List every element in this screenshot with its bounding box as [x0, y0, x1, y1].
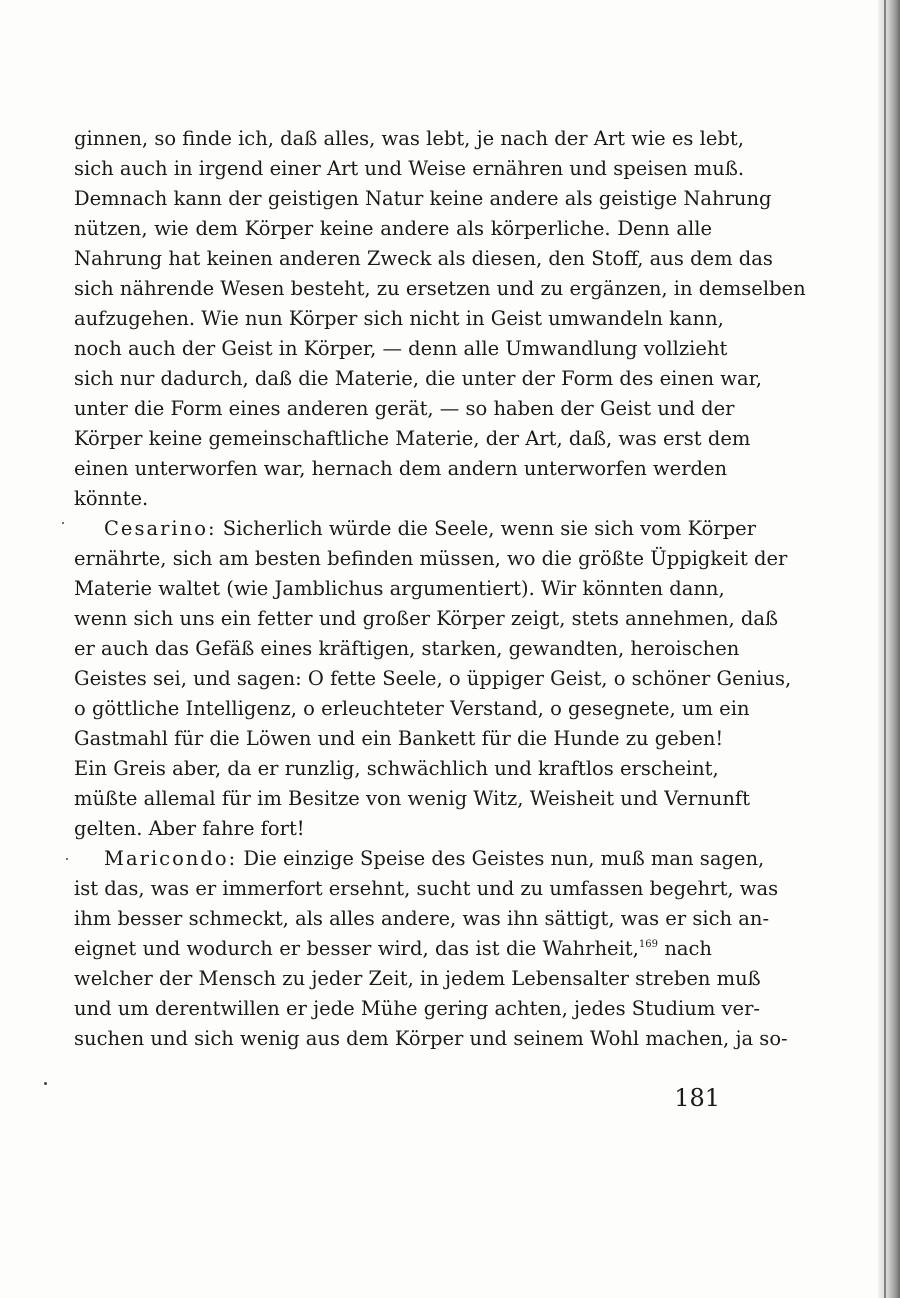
text-line: sich nährende Wesen besteht, zu ersetzen und zu ergänzen, in demselben	[74, 277, 806, 300]
text-line: suchen und sich wenig aus dem Körper und seinem Wohl machen, ja so-	[74, 1027, 788, 1050]
text-line	[74, 934, 712, 964]
footnote-reference[interactable]: 169	[638, 939, 658, 950]
print-speck	[44, 1082, 47, 1085]
text-line: könnte.	[74, 487, 149, 510]
text-line	[74, 514, 757, 544]
text-line: Materie waltet (wie Jamblichus argumentiert). Wir könnten dann,	[74, 577, 725, 600]
text-line: Nahrung hat keinen anderen Zweck als diesen, den Stoff, aus dem das	[74, 247, 773, 270]
text-line: einen unterworfen war, hernach dem andern unterworfen werden	[74, 457, 728, 480]
text-line: ist das, was er immerfort ersehnt, sucht und zu umfassen begehrt, was	[74, 877, 779, 900]
text-line: gelten. Aber fahre fort!	[74, 817, 305, 840]
text-line: welcher der Mensch zu jeder Zeit, in jedem Lebensalter streben muß	[74, 967, 761, 990]
text-line: müßte allemal für im Besitze von wenig Witz, Weisheit und Vernunft	[74, 787, 750, 810]
text-line	[74, 844, 765, 874]
text-line: Geistes sei, und sagen: O fette Seele, o üppiger Geist, o schöner Genius,	[74, 667, 792, 690]
paragraph-1	[74, 124, 806, 514]
text-line: Ein Greis aber, da er runzlig, schwächlich und kraftlos erscheint,	[74, 757, 719, 780]
speaker-name: Cesarino:	[104, 517, 217, 540]
print-speck	[62, 522, 64, 524]
text-line: sich auch in irgend einer Art und Weise ernähren und speisen muß.	[74, 157, 745, 180]
text-line: ihm besser schmeckt, als alles andere, was ihn sättigt, was er sich an-	[74, 907, 770, 930]
text-line: Körper keine gemeinschaftliche Materie, der Art, daß, was erst dem	[74, 427, 751, 450]
text-line: er auch das Gefäß eines kräftigen, starken, gewandten, heroischen	[74, 637, 740, 660]
text-line: noch auch der Geist in Körper, — denn alle Umwandlung vollzieht	[74, 337, 728, 360]
text-line: aufzugehen. Wie nun Körper sich nicht in Geist umwandeln kann,	[74, 307, 724, 330]
text-line: und um derentwillen er jede Mühe gering achten, jedes Studium ver-	[74, 997, 760, 1020]
print-speck	[66, 858, 68, 860]
text-line: Demnach kann der geistigen Natur keine andere als geistige Nahrung	[74, 187, 772, 210]
text-fragment: Die einzige Speise des Geistes nun, muß man sagen,	[243, 847, 765, 870]
text-line: ernährte, sich am besten befinden müssen, wo die größte Üppigkeit der	[74, 547, 788, 570]
text-line: ginnen, so finde ich, daß alles, was lebt, je nach der Art wie es lebt,	[74, 127, 744, 150]
paragraph-2	[74, 514, 792, 844]
text-fragment: Sicherlich würde die Seele, wenn sie sich vom Körper	[222, 517, 757, 540]
text-line: wenn sich uns ein fetter und großer Körper zeigt, stets annehmen, daß	[74, 607, 779, 630]
text-line: unter die Form eines anderen gerät, — so haben der Geist und der	[74, 397, 735, 420]
page-number: 181	[674, 1084, 720, 1112]
text-fragment: nach	[664, 937, 712, 960]
page-edge-line	[884, 0, 886, 1298]
text-line: nützen, wie dem Körper keine andere als körperliche. Denn alle	[74, 217, 712, 240]
paragraph-3	[74, 844, 788, 1054]
body-text	[74, 124, 806, 1054]
text-line: sich nur dadurch, daß die Materie, die unter der Form des einen war,	[74, 367, 762, 390]
speaker-name: Maricondo:	[104, 847, 238, 870]
text-fragment: eignet und wodurch er besser wird, das ist die Wahrheit,	[74, 937, 639, 960]
page-edge-shadow	[878, 0, 900, 1298]
text-line: o göttliche Intelligenz, o erleuchteter Verstand, o gesegnete, um ein	[74, 697, 750, 720]
text-line: Gastmahl für die Löwen und ein Bankett für die Hunde zu geben!	[74, 727, 724, 750]
